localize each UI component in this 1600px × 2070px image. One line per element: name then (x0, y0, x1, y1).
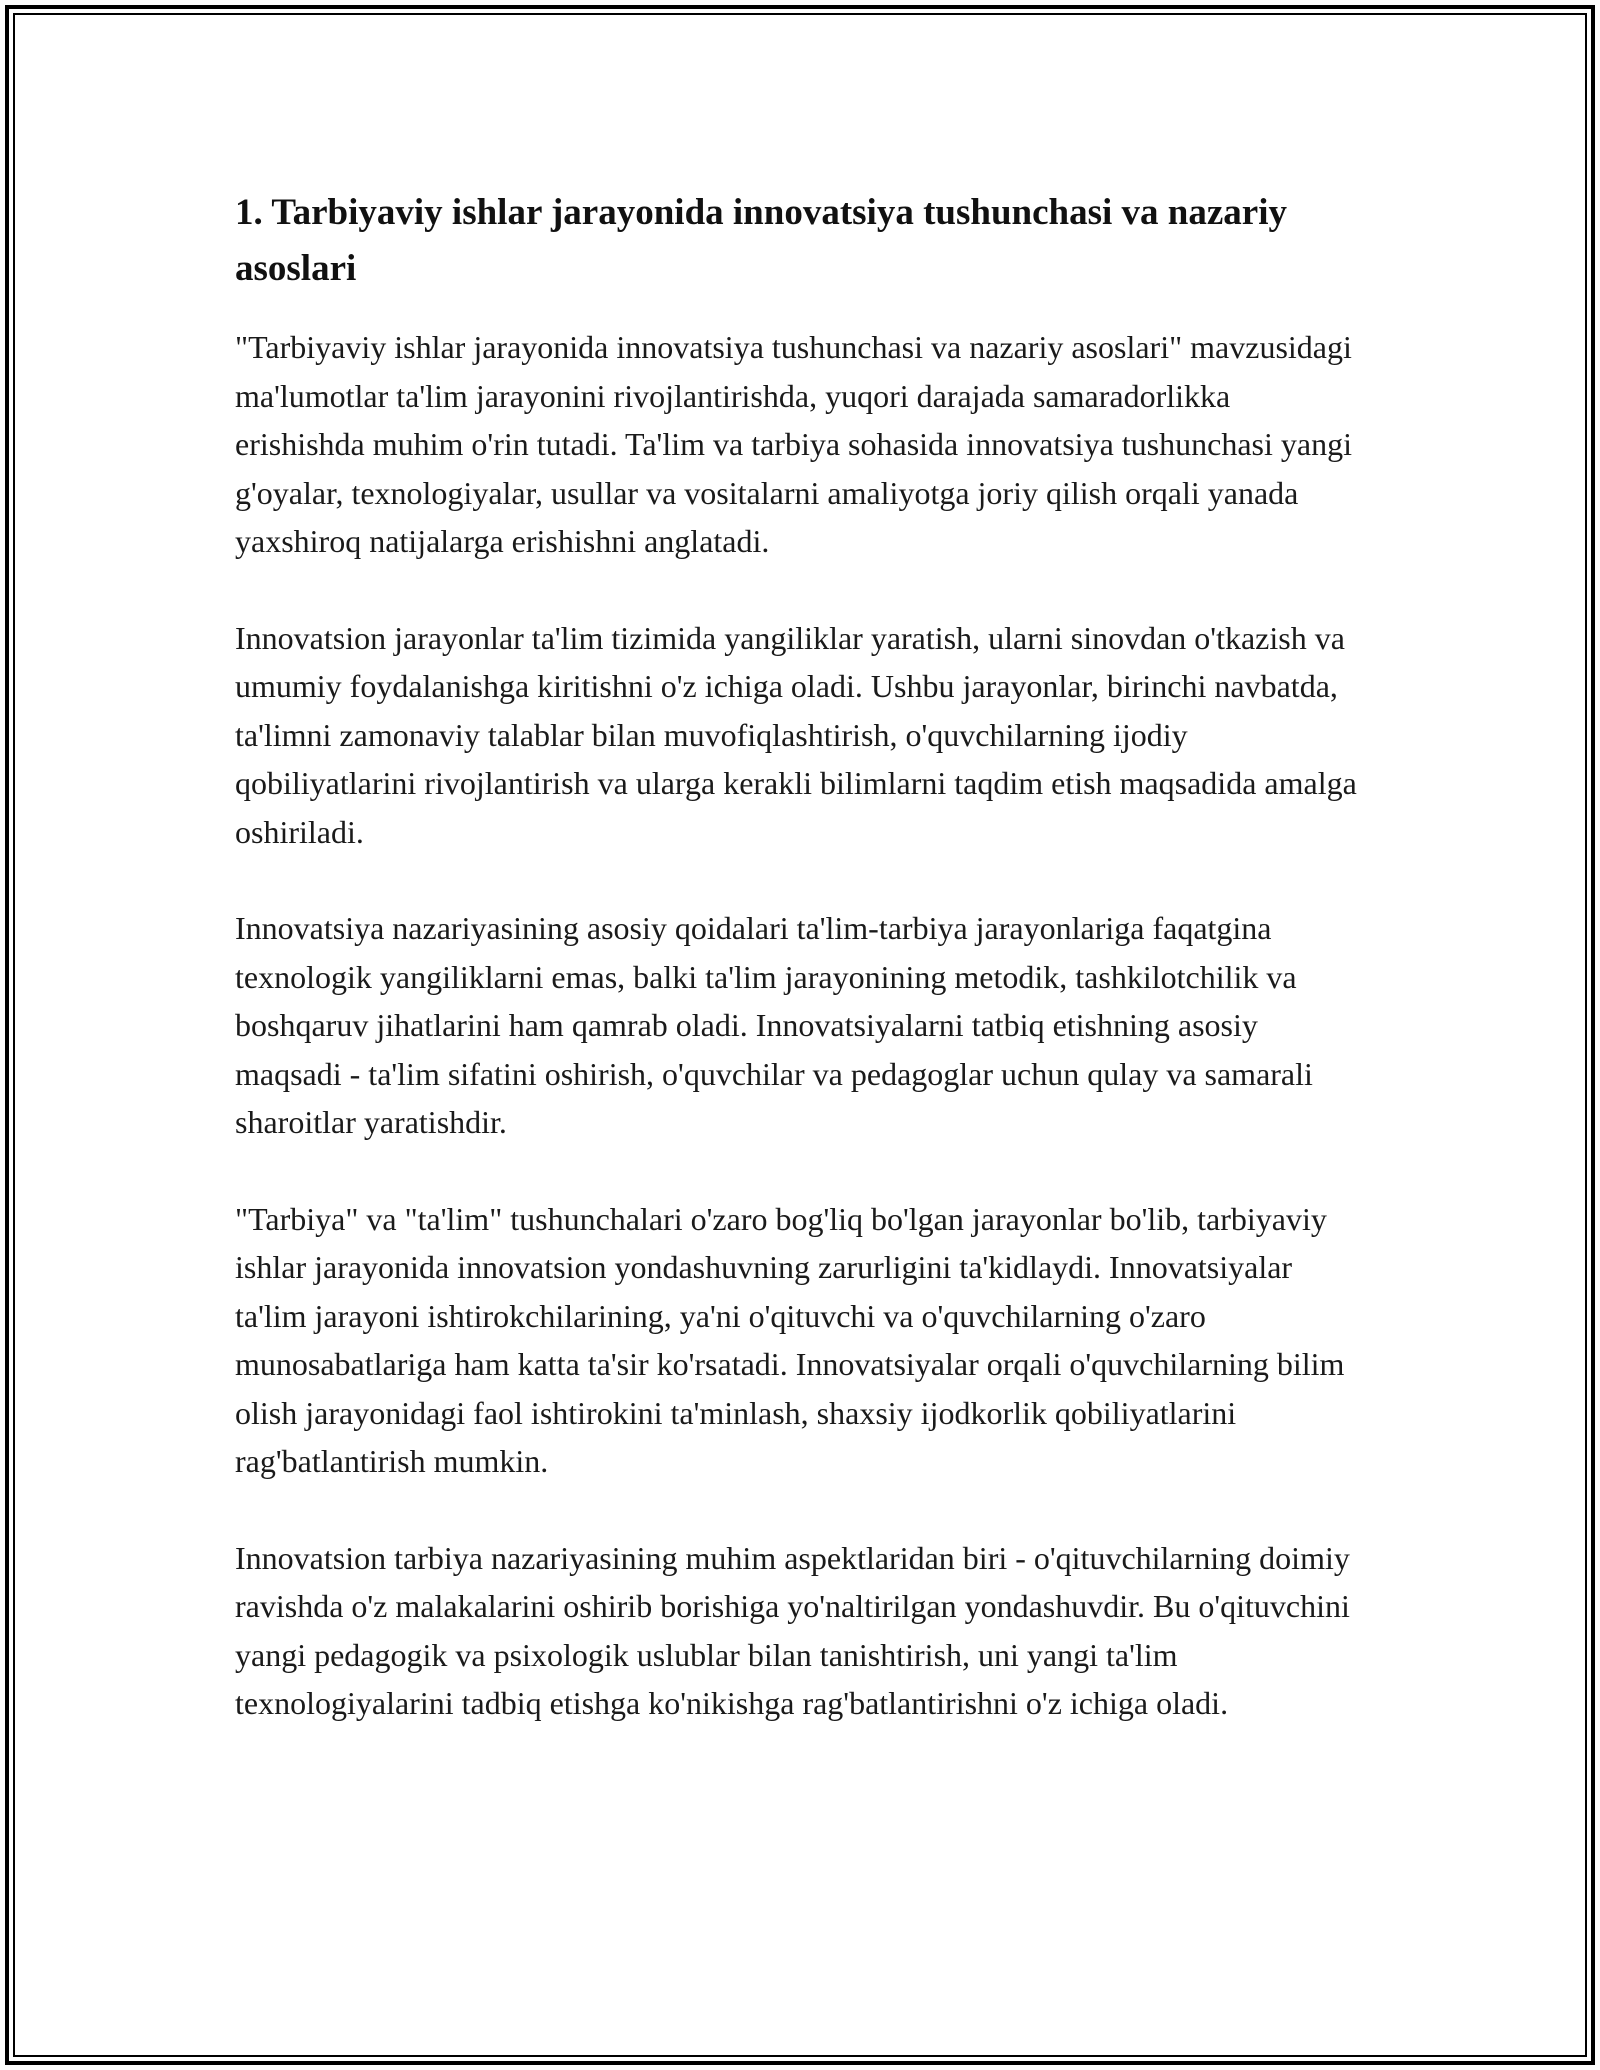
section-heading: 1. Tarbiyaviy ishlar jarayonida innovatsiya tushunchasi va nazariy asoslari (235, 192, 1287, 289)
paragraph-2: Innovatsion jarayonlar ta'lim tizimida yangiliklar yaratish, ularni sinovdan o'tkazish va umumiy foydalanishga kiritishni o'z ichiga oladi. Ushbu jarayonlar, birinchi navbatda, ta'limni zamonaviy talablar bilan muvofiqlashtirish, o'quvchilarning ijodiy qobiliyatlarini rivojlantirish va ularga kerakli bilimlarni taqdim etish maqsadida amalga oshiriladi. (235, 619, 1357, 850)
document-body (235, 185, 1365, 1776)
paragraph-4: "Tarbiya" va "ta'lim" tushunchalari o'zaro bog'liq bo'lgan jarayonlar bo'lib, tarbiyaviy ishlar jarayonida innovatsion yondashuvning zarurligini ta'kidlaydi. Innovatsiyalar ta'lim jarayoni ishtirokchilarining, ya'ni o'qituvchi va o'quvchilarning o'zaro munosabatlariga ham katta ta'sir ko'rsatadi. Innovatsiyalar orqali o'quvchilarning bilim olish jarayonidagi faol ishtirokini ta'minlash, shaxsiy ijodkorlik qobiliyatlarini rag'batlantirish mumkin. (235, 1200, 1345, 1479)
paragraph-1: "Tarbiyaviy ishlar jarayonida innovatsiya tushunchasi va nazariy asoslari" mavzusidagi ma'lumotlar ta'lim jarayonini rivojlantirishda, yuqori darajada samaradorlikka erishishda muhim o'rin tutadi. Ta'lim va tarbiya sohasida innovatsiya tushunchasi yangi g'oyalar, texnologiyalar, usullar va vositalarni amaliyotga joriy qilish orqali yanada yaxshiroq natijalarga erishishni anglatadi. (235, 329, 1352, 559)
paragraph-3: Innovatsiya nazariyasining asosiy qoidalari ta'lim-tarbiya jarayonlariga faqatgina texnologik yangiliklarni emas, balki ta'lim jarayonining metodik, tashkilotchilik va boshqaruv jihatlarini ham qamrab oladi. Innovatsiyalarni tatbiq etishning asosiy maqsadi - ta'lim sifatini oshirish, o'quvchilar va pedagoglar uchun qulay va samarali sharoitlar yaratishdir. (235, 910, 1313, 1140)
paragraph-5: Innovatsion tarbiya nazariyasining muhim aspektlaridan biri - o'qituvchilarning doimiy ravishda o'z malakalarini oshirib borishiga yo'naltirilgan yondashuvdir. Bu o'qituvchini yangi pedagogik va psixologik uslublar bilan tanishtirish, uni yangi ta'lim texnologiyalarini tadbiq etishga ko'nikishga rag'batlantirishni o'z ichiga oladi. (235, 1539, 1350, 1721)
